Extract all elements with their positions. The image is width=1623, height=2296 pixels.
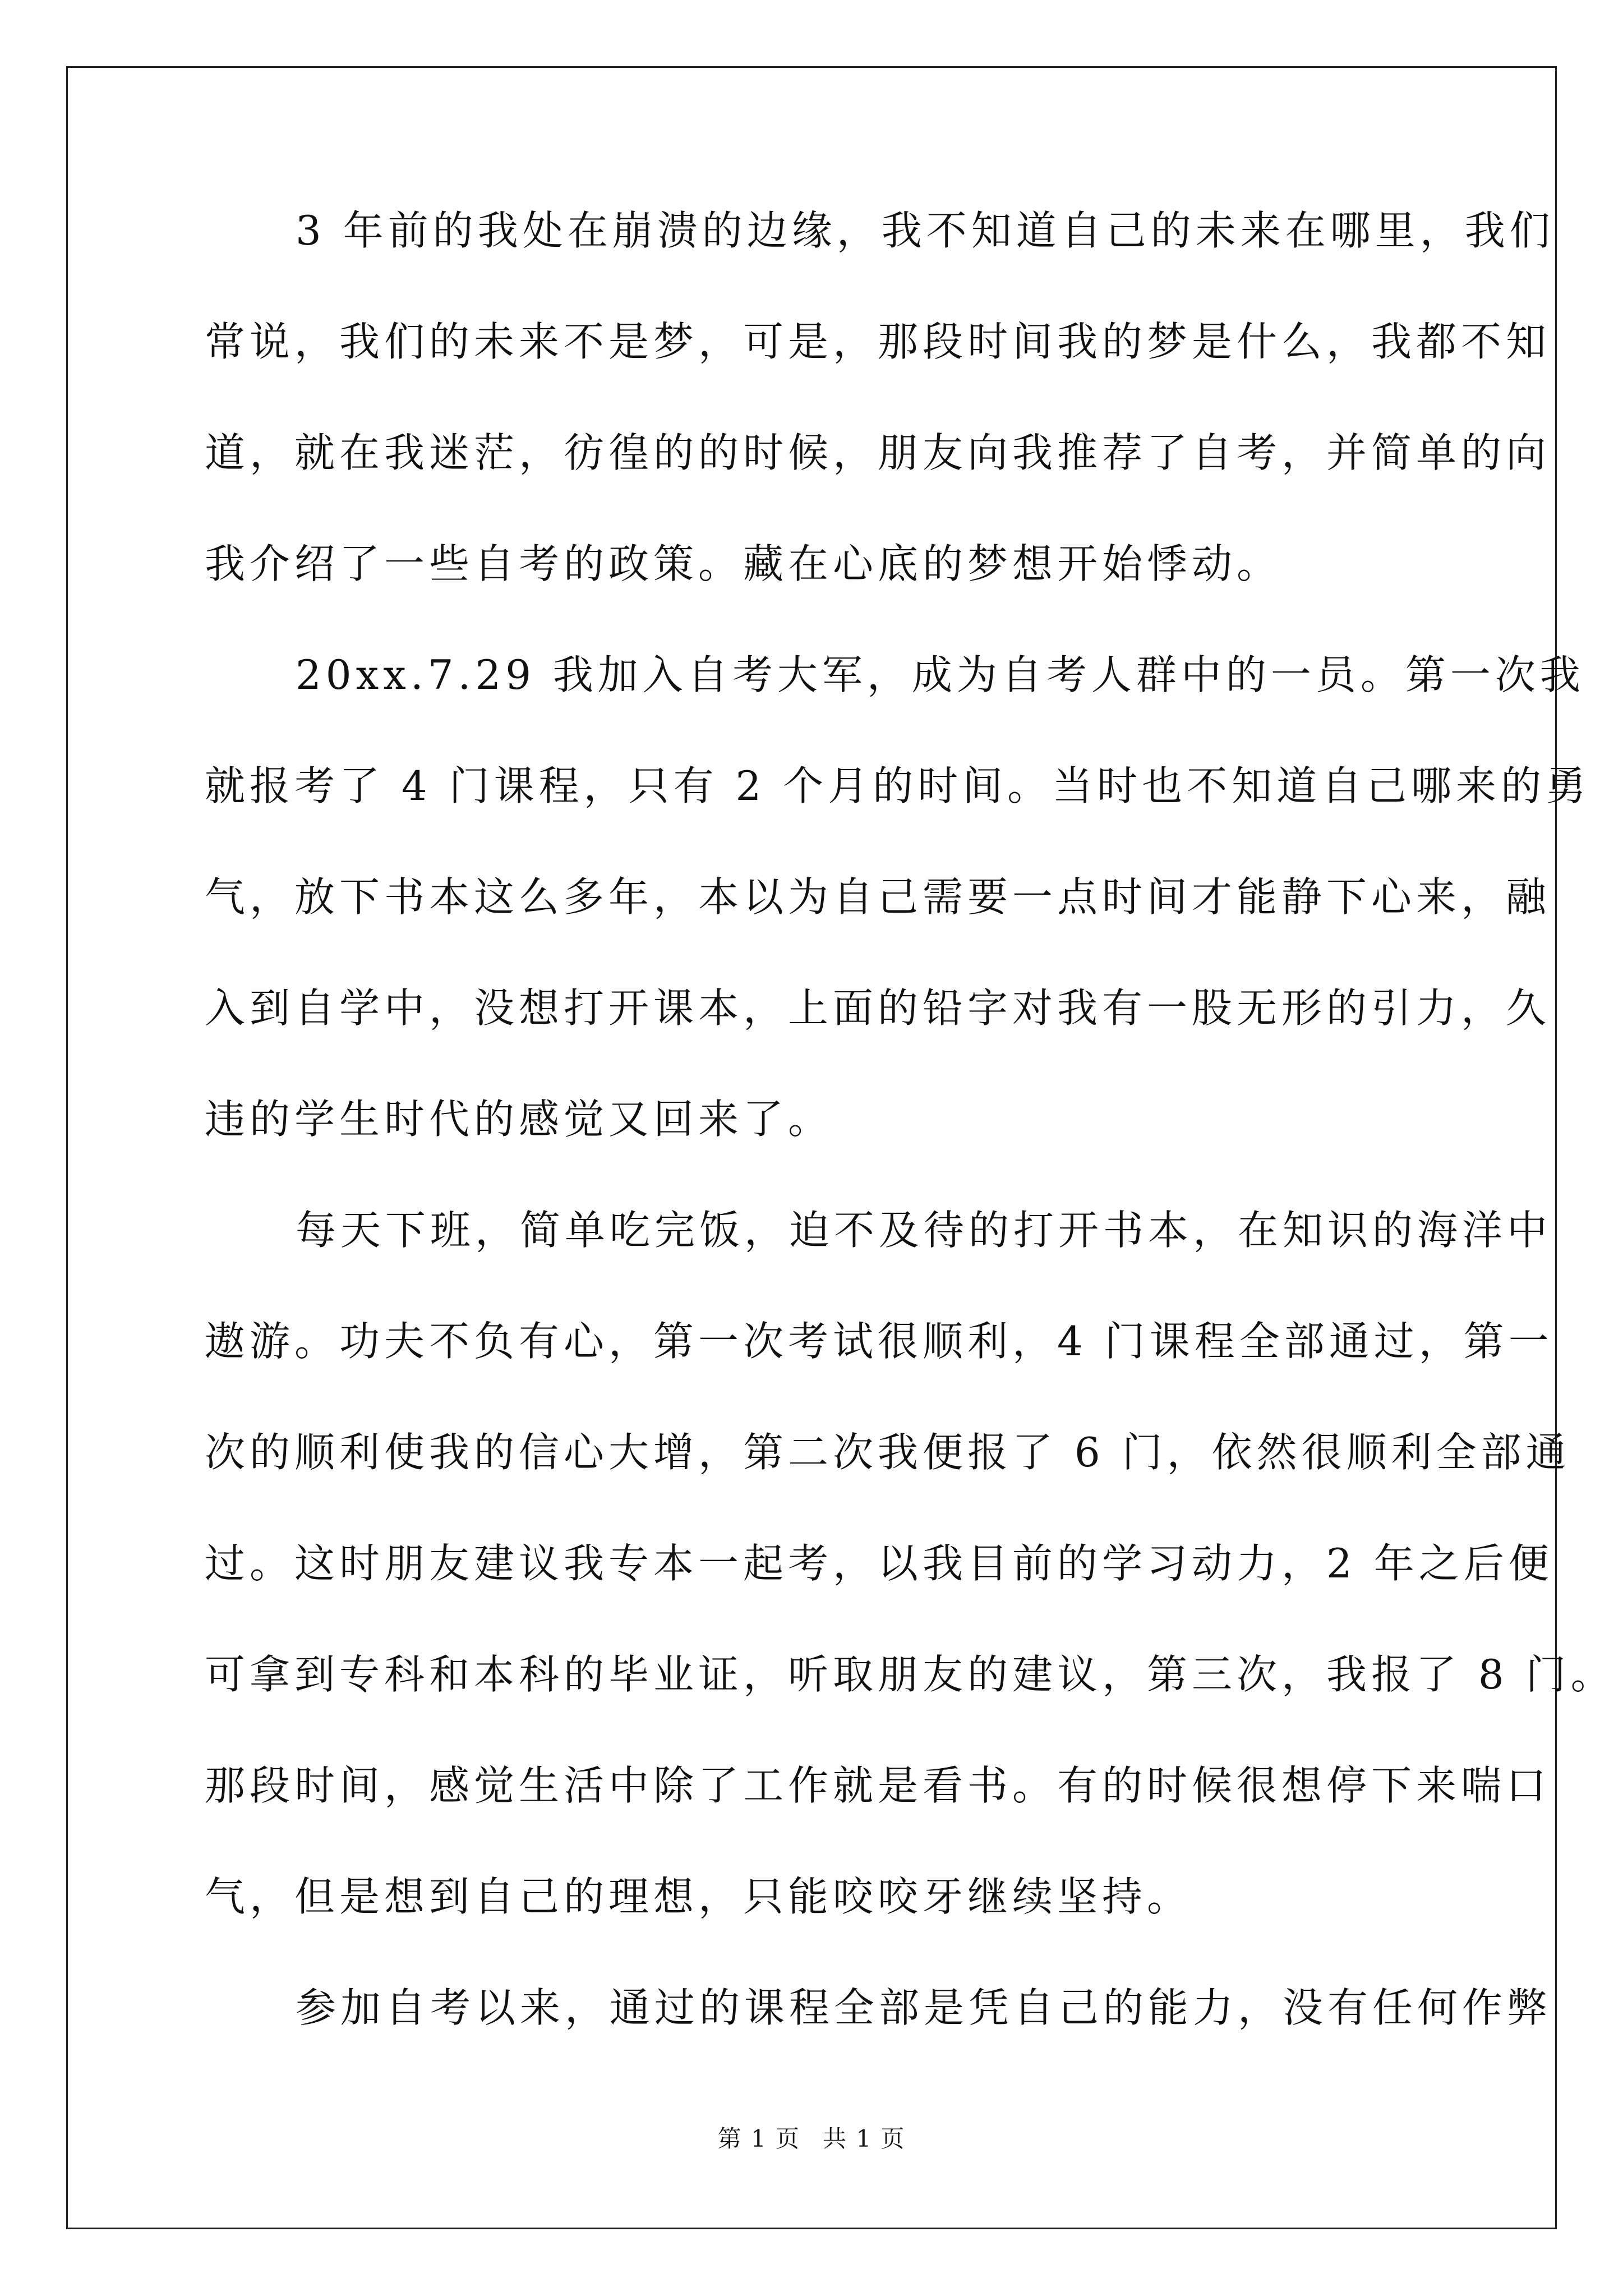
page-footer xyxy=(0,2120,1623,2154)
text-line: 违的学生时代的感觉又回来了。 xyxy=(205,1096,833,1143)
text-line: 我介绍了一些自考的政策。藏在心底的梦想开始悸动。 xyxy=(205,540,1282,587)
page-total: 共 1 页 xyxy=(823,2125,906,2152)
text-line: 气，但是想到自己的理想，只能咬咬牙继续坚持。 xyxy=(205,1873,1192,1920)
text-line: 可拿到专科和本科的毕业证，听取朋友的建议，第三次，我报了 8 门。 xyxy=(205,1651,1616,1698)
text-line: 入到自学中，没想打开课本，上面的铅字对我有一股无形的引力，久 xyxy=(205,984,1551,1032)
text-line: 参加自考以来，通过的课程全部是凭自己的能力，没有任何作弊 xyxy=(296,1984,1552,2031)
text-line: 3 年前的我处在崩溃的边缘，我不知道自己的未来在哪里，我们 xyxy=(296,207,1555,254)
page-number: 第 1 页 xyxy=(717,2125,800,2152)
text-line: 20xx.7.29 我加入自考大军，成为自考人群中的一员。第一次我 xyxy=(296,651,1585,698)
text-line: 遨游。功夫不负有心，第一次考试很顺利，4 门课程全部通过，第一 xyxy=(205,1318,1553,1365)
text-line: 次的顺利使我的信心大增，第二次我便报了 6 门，依然很顺利全部通 xyxy=(205,1429,1571,1476)
text-line: 每天下班，简单吃完饭，迫不及待的打开书本，在知识的海洋中 xyxy=(296,1207,1552,1254)
text-line: 道，就在我迷茫，彷徨的的时候，朋友向我推荐了自考，并简单的向 xyxy=(205,429,1551,476)
text-line: 常说，我们的未来不是梦，可是，那段时间我的梦是什么，我都不知 xyxy=(205,318,1551,365)
text-line: 过。这时朋友建议我专本一起考，以我目前的学习动力，2 年之后便 xyxy=(205,1540,1553,1587)
document-body xyxy=(205,207,1616,2099)
text-line: 那段时间，感觉生活中除了工作就是看书。有的时候很想停下来喘口 xyxy=(205,1762,1551,1809)
text-line: 气，放下书本这么多年，本以为自己需要一点时间才能静下心来，融 xyxy=(205,873,1551,921)
text-line: 就报考了 4 门课程，只有 2 个月的时间。当时也不知道自己哪来的勇 xyxy=(205,762,1591,809)
